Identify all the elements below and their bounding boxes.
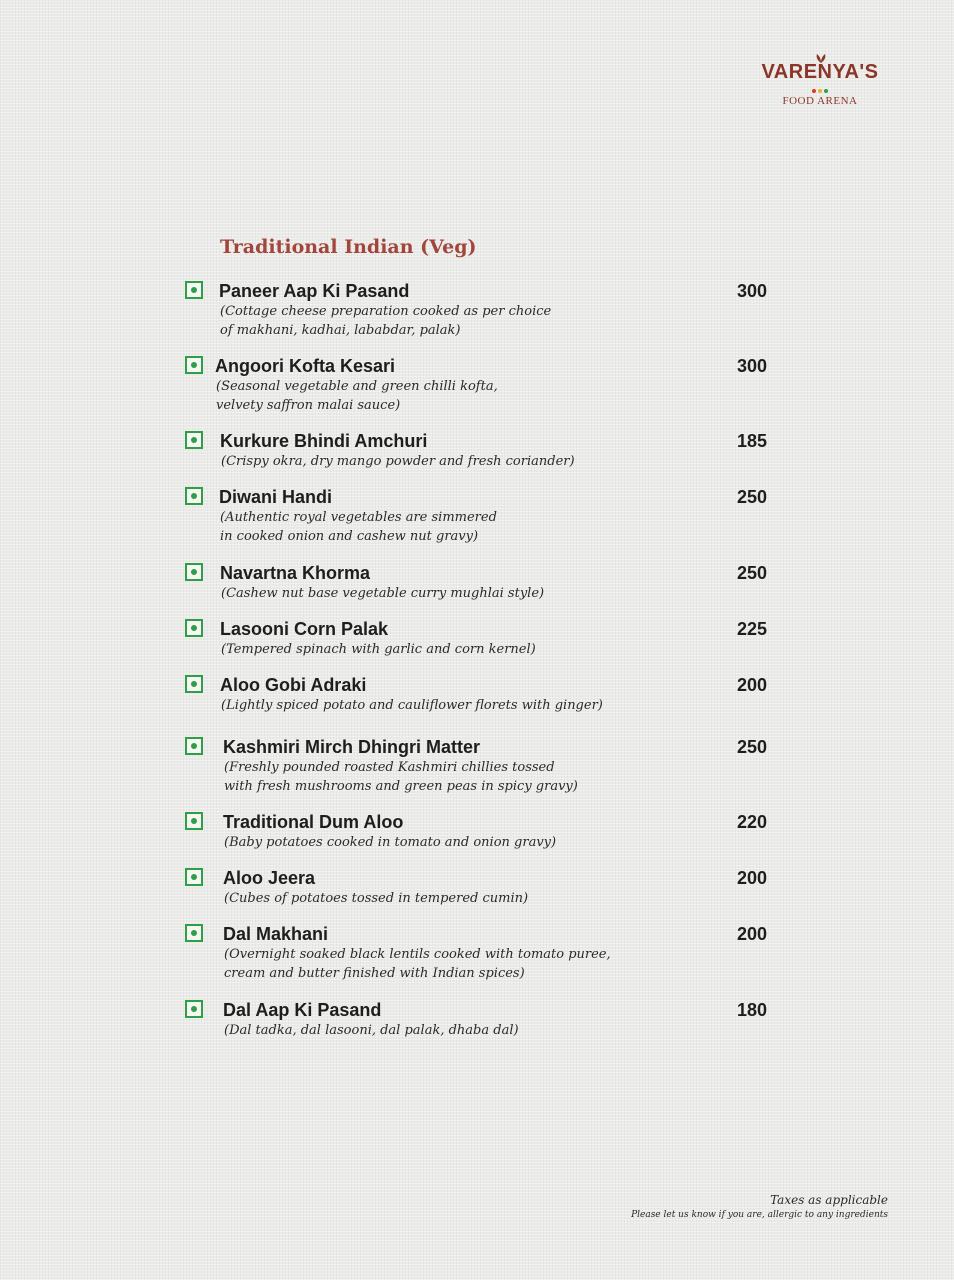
taxes-note: Taxes as applicable xyxy=(770,1193,888,1207)
menu-item-name: Diwani Handi xyxy=(219,487,333,507)
menu-item-price: 300 xyxy=(736,281,767,301)
menu-item-description: (Cubes of potatoes tossed in tempered cumin) xyxy=(224,891,529,906)
menu-item-description: (Overnight soaked black lentils cooked with tomato puree, cream and butter finished with Indian spices) xyxy=(224,947,611,981)
menu-item-price: 200 xyxy=(736,924,767,944)
menu-item-description: (Cashew nut base vegetable curry mughlai style) xyxy=(221,586,545,601)
menu-item-price: 250 xyxy=(736,563,767,583)
section-title: Traditional Indian (Veg) xyxy=(220,236,477,258)
menu-item-name: Paneer Aap Ki Pasand xyxy=(219,281,410,301)
leaf-icon xyxy=(816,54,826,63)
menu-item-description: (Crispy okra, dry mango powder and fresh coriander) xyxy=(221,454,575,469)
menu-item-name: Navartna Khorma xyxy=(220,563,371,583)
menu-item-description: (Lightly spiced potato and cauliflower florets with ginger) xyxy=(221,698,603,713)
menu-item-name: Aloo Gobi Adraki xyxy=(220,675,367,695)
menu-item-price: 220 xyxy=(736,812,767,832)
menu-item-price: 180 xyxy=(736,1000,767,1020)
menu-item-price: 200 xyxy=(736,675,767,695)
veg-symbol-icon xyxy=(185,356,203,374)
veg-symbol-icon xyxy=(185,924,203,942)
menu-item-price: 185 xyxy=(736,431,767,451)
veg-symbol-icon xyxy=(185,281,203,299)
veg-symbol-icon xyxy=(185,1000,203,1018)
veg-symbol-icon xyxy=(185,812,203,830)
allergy-note: Please let us know if you are, allergic to any ingredients xyxy=(631,1210,888,1220)
menu-item-name: Traditional Dum Aloo xyxy=(223,812,404,832)
menu-item-name: Dal Aap Ki Pasand xyxy=(223,1000,382,1020)
menu-item-name: Kurkure Bhindi Amchuri xyxy=(220,431,428,451)
menu-item-price: 200 xyxy=(736,868,767,888)
veg-symbol-icon xyxy=(185,737,203,755)
menu-item-name: Angoori Kofta Kesari xyxy=(215,356,396,376)
menu-item-description: (Authentic royal vegetables are simmered in cooked onion and cashew nut gravy) xyxy=(220,510,497,544)
veg-symbol-icon xyxy=(185,675,203,693)
menu-item-description: (Seasonal vegetable and green chilli kofta, velvety saffron malai sauce) xyxy=(216,379,498,413)
brand-logo xyxy=(752,52,888,107)
brand-tagline: FOOD ARENA xyxy=(782,95,858,107)
menu-item-name: Lasooni Corn Palak xyxy=(220,619,389,639)
brand-name-text: VARENYA'S xyxy=(761,61,879,83)
veg-symbol-icon xyxy=(185,487,203,505)
menu-item-description: (Baby potatoes cooked in tomato and onion gravy) xyxy=(224,835,557,850)
veg-symbol-icon xyxy=(185,619,203,637)
menu-item-price: 250 xyxy=(736,737,767,757)
menu-item-price: 225 xyxy=(736,619,767,639)
menu-item-description: (Dal tadka, dal lasooni, dal palak, dhaba dal) xyxy=(224,1023,519,1038)
menu-item-name: Kashmiri Mirch Dhingri Matter xyxy=(223,737,481,757)
menu-item-name: Dal Makhani xyxy=(223,924,329,944)
menu-item-price: 250 xyxy=(736,487,767,507)
brand-name xyxy=(752,52,888,92)
veg-symbol-icon xyxy=(185,563,203,581)
menu-item-price: 300 xyxy=(736,356,767,376)
veg-symbol-icon xyxy=(185,431,203,449)
footer xyxy=(631,1192,888,1222)
menu-item-description: (Freshly pounded roasted Kashmiri chillies tossed with fresh mushrooms and green peas in spicy gravy) xyxy=(224,760,578,794)
menu-item-name: Aloo Jeera xyxy=(223,868,316,888)
menu-item-description: (Cottage cheese preparation cooked as per choice of makhani, kadhai, lababdar, palak) xyxy=(220,304,552,338)
menu-item-description: (Tempered spinach with garlic and corn kernel) xyxy=(221,642,536,657)
veg-symbol-icon xyxy=(185,868,203,886)
